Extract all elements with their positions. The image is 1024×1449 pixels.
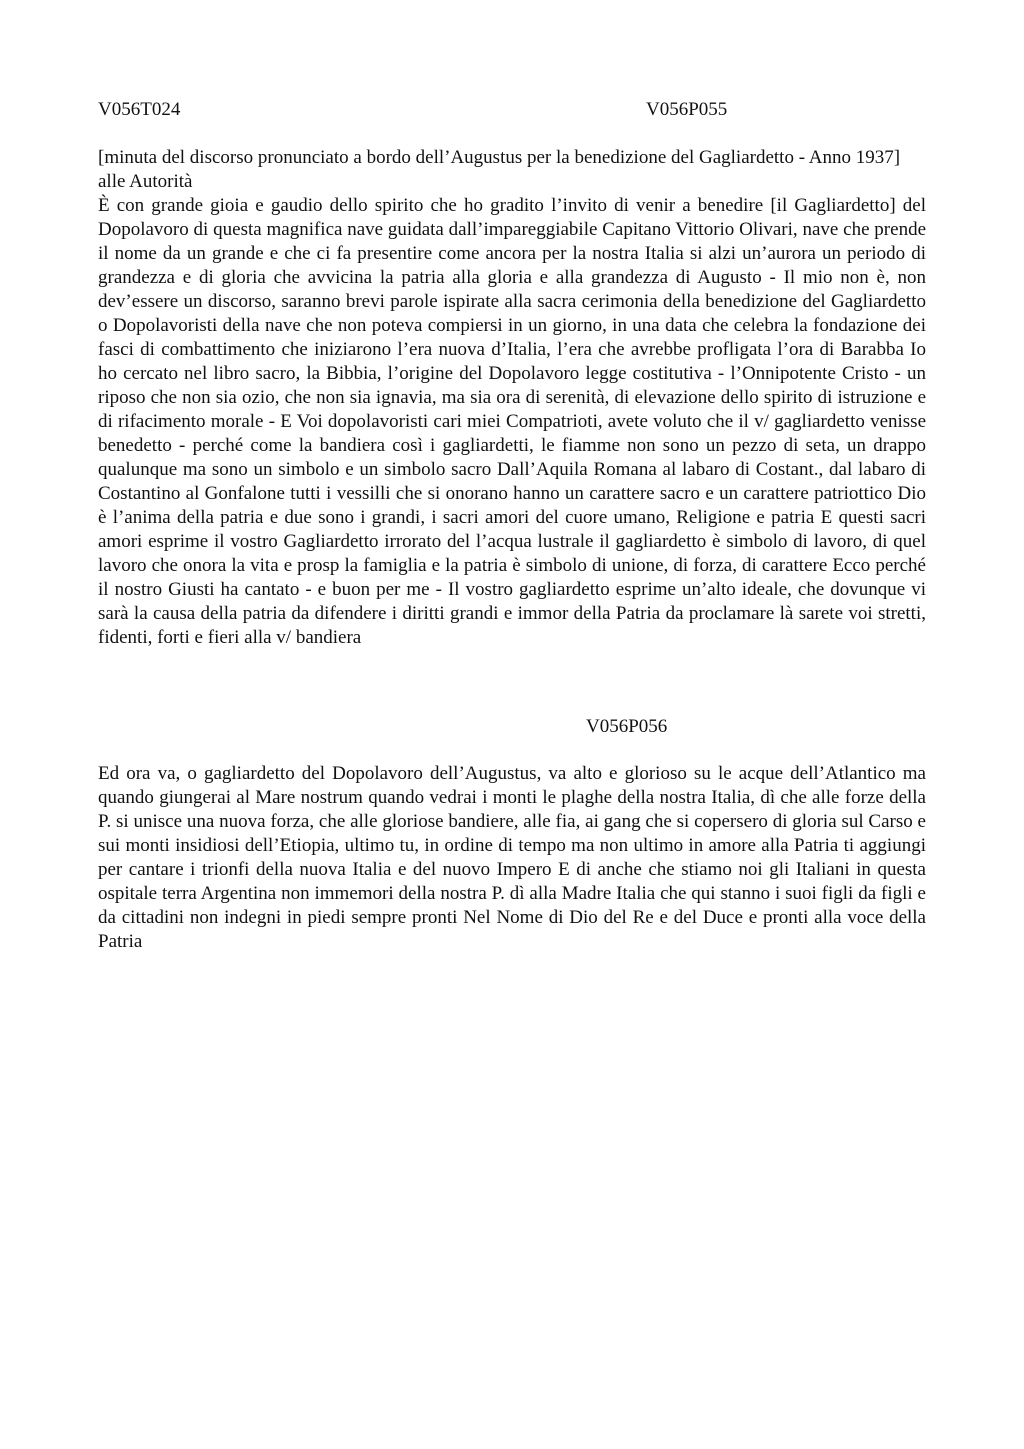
addressee-line: alle Autorità [98,171,193,192]
document-code: V056T024 [98,99,181,120]
page-code: V056P056 [586,716,668,737]
document-heading: [minuta del discorso pronunciato a bordo dell’Augustus per la benedizione del Gagliardetto - Anno 1937] [98,147,901,168]
speech-section-2 [98,762,926,954]
page-code: V056P055 [646,99,728,120]
speech-paragraph: Ed ora va, o gagliardetto del Dopolavoro dell’Augustus, va alto e glorioso su le acque dell’Atlantico ma quando giungerai al Mare nostrum quando vedrai i monti le plaghe della nostra Italia, dì che alle forze della P. si unisce una nuova forza, che alle gloriose bandiere, alle fia, ai gang che si copersero di gloria sul Carso e sui monti insidiosi dell’Etiopia, ultimo tu, in ordine di tempo ma non ultimo in amore alla Patria ti aggiungi per cantare i trionfi della nuova Italia e del nuovo Impero E di anche che stiamo noi gli Italiani in questa ospitale terra Argentina non immemori della nostra P. dì alla Madre Italia che qui stanno i suoi figli da figli e da cittadini non indegni in piedi sempre pronti Nel Nome di Dio del Re e del Duce e pronti alla voce della Patria [98,763,926,952]
speech-paragraph: È con grande gioia e gaudio dello spirito che ho gradito l’invito di venir a benedire [il Gagliardetto] del Dopolavoro di questa magnifica nave guidata dall’impareggiabile Capitano Vittorio Olivari, nave che prende il nome da un grande e che ci fa presentire come ancora per la nostra Italia si alzi un’aurora un periodo di grandezza e di gloria che avvicina la patria alla gloria e alla grandezza di Augusto - Il mio non è, non dev’essere un discorso, saranno brevi parole ispirate alla sacra cerimonia della benedizione del Gagliardetto o Dopolavoristi della nave che non poteva compiersi in un giorno, in una data che celebra la fondazione dei fasci di combattimento che iniziarono l’era nuova d’Italia, l’era che avrebbe profligata l’ora di Barabba Io ho cercato nel libro sacro, la Bibbia, l’origine del Dopolavoro legge costitutiva - l’Onnipotente Cristo - un riposo che non sia ozio, che non sia ignavia, ma sia ora di serenità, di elevazione dello spirito di istruzione e di rifacimento morale - E Voi dopolavoristi cari miei Compatrioti, avete voluto che il v/ gagliardetto venisse benedetto - perché come la bandiera così i gagliardetti, le fiamme non sono un pezzo di seta, un drappo qualunque ma sono un simbolo e un simbolo sacro Dall’Aquila Romana al labaro di Costant., dal labaro di Costantino al Gonfalone tutti i vessilli che si onorano hanno un carattere sacro e un carattere patriottico Dio è l’anima della patria e due sono i grandi, i sacri amori del cuore umano, Religione e patria E questi sacri amori esprime il vostro Gagliardetto irrorato del l’acqua lustrale il gagliardetto è simbolo di lavoro, di quel lavoro che onora la vita e prosp la famiglia e la patria è simbolo di unione, di forza, di carattere Ecco perché il nostro Giusti ha cantato - e buon per me - Il vostro gagliardetto esprime un’alto ideale, che dovunque vi sarà la causa della patria da difendere i diritti grandi e immor della Patria da proclamare là sarete voi stretti, fidenti, forti e fieri alla v/ bandiera [98,195,926,648]
speech-section-1 [98,146,926,650]
